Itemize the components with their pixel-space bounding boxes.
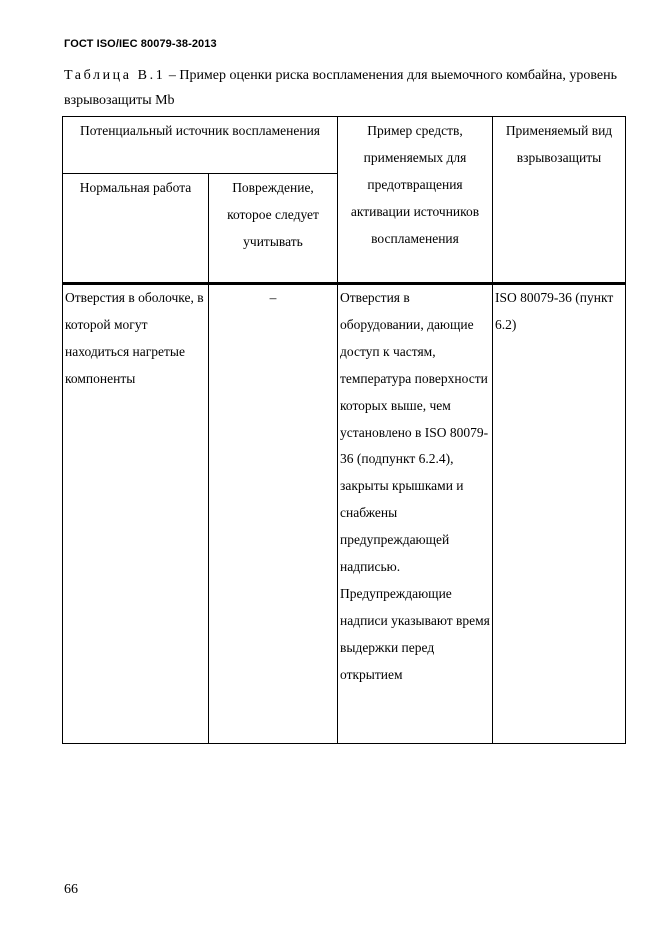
cell-protection-type: ISO 80079-36 (пункт 6.2)	[493, 284, 626, 744]
document-header: ГОСТ ISO/IEC 80079-38-2013	[64, 38, 217, 50]
table-caption-text: Пример оценки риска воспламенения для выемочного комбайна, уровень взрывозащиты Mb	[64, 68, 618, 108]
table-caption-label: Таблица В.1	[64, 68, 166, 83]
table-caption	[64, 63, 624, 113]
cell-normal-operation: Отверстия в оболочке, в которой могут находиться нагретые компоненты	[63, 284, 209, 744]
table-caption-dash: –	[165, 68, 180, 83]
cell-prevention-means: Отверстия в оборудовании, дающие доступ к частям, температура поверхности которых выше, чем установлено в ISO 80079-36 (подпункт 6.2.4), закрыты крышками и снабжены предупреждающей надписью. Предупреждающие надписи указывают время выдержки перед открытием	[338, 284, 493, 744]
cell-damage: –	[209, 284, 338, 744]
risk-assessment-table	[62, 116, 626, 744]
header-protection-type: Применяемый вид взрывозащиты	[493, 117, 626, 284]
header-damage: Повреждение, которое следует учитывать	[209, 174, 338, 284]
table-header-row	[63, 117, 626, 174]
header-normal-operation: Нормальная работа	[63, 174, 209, 284]
header-prevention-means: Пример средств, применяемых для предотвращения активации источников воспламенения	[338, 117, 493, 284]
page-number: 66	[64, 882, 78, 897]
header-ignition-source-group: Потенциальный источник воспламенения	[63, 117, 338, 174]
table-row	[63, 284, 626, 744]
